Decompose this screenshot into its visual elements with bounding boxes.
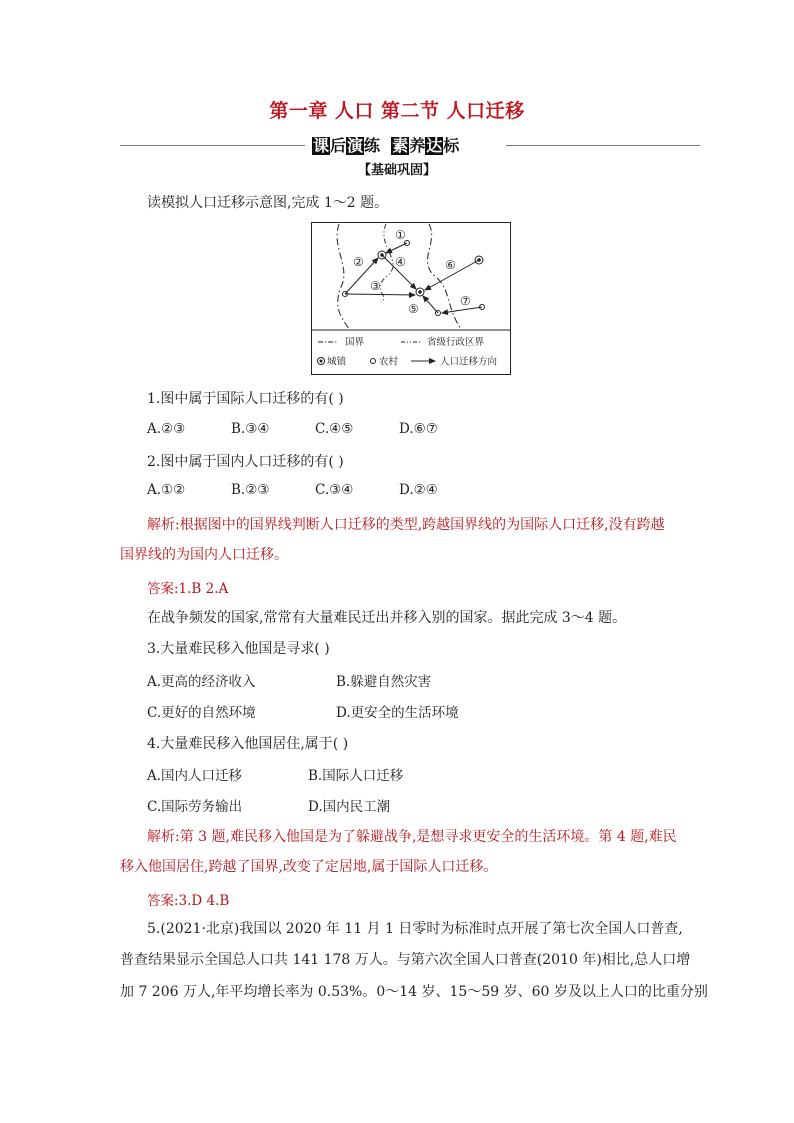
map-label-3: ③ (370, 279, 381, 293)
legend-migration-label: 人口迁移方向 (440, 356, 498, 368)
legend-provincial-border-label: 省级行政区界 (427, 337, 485, 348)
question-4-stem: 4.大量难民移入他国居住,属于( ) (147, 736, 349, 752)
intro-text-1: 读模拟人口迁移示意图,完成 1～2 题。 (147, 195, 389, 211)
banner-rule-left (120, 145, 305, 146)
legend-town-label: 城镇 (327, 356, 347, 368)
legend-village-label: 农村 (379, 356, 399, 368)
map-label-2: ② (353, 255, 364, 269)
question-3-option-c: C.更好的自然环境 (147, 705, 256, 721)
question-2-option-b: B.②③ (231, 482, 270, 498)
question-3-stem: 3.大量难民移入他国是寻求( ) (147, 641, 330, 657)
analysis-2-line-2: 移入他国居住,跨越了国界,改变了定居地,属于国际人口迁移。 (120, 859, 498, 875)
banner-char: 素 (392, 136, 409, 155)
question-2-option-d: D.②④ (399, 482, 438, 498)
question-1-option-c: C.④⑤ (315, 421, 354, 437)
question-5-line-3: 加 7 206 万人,年平均增长率为 0.53%。0～14 岁、15～59 岁、60 岁及以上人口的比重分别 (120, 984, 708, 1000)
question-4-option-a: A.国内人口迁移 (147, 768, 243, 784)
question-1-option-b: B.③④ (231, 421, 270, 437)
banner-char: 练 (364, 136, 381, 155)
question-2-option-a: A.①② (147, 482, 186, 498)
banner-char: 后 (330, 136, 347, 155)
map-label-6: ⑥ (445, 258, 456, 272)
map-label-7: ⑦ (460, 294, 471, 308)
question-1-option-a: A.②③ (147, 421, 186, 437)
question-5-line-1: 5.(2021·北京)我国以 2020 年 11 月 1 日零时为标准时点开展了第七次全国人口普查, (147, 921, 683, 937)
map-label-5: ⑤ (408, 302, 419, 316)
town-icon (418, 290, 422, 294)
question-4-option-b: B.国际人口迁移 (308, 768, 404, 784)
section-tag: 【基础巩固】 (357, 163, 436, 178)
map-frame (312, 223, 511, 375)
question-2-stem: 2.图中属于国内人口迁移的有( ) (147, 454, 344, 470)
question-4-option-d: D.国内民工潮 (308, 799, 391, 815)
section-banner (312, 133, 459, 156)
map-label-1: ① (395, 228, 406, 242)
legend-national-border-label: 国界 (345, 337, 365, 348)
banner-char: 养 (409, 136, 426, 155)
question-2-option-c: C.③④ (315, 482, 354, 498)
intro-text-2: 在战争频发的国家,常常有大量难民迁出并移入别的国家。据此完成 3～4 题。 (147, 610, 627, 626)
banner-char: 标 (443, 136, 460, 155)
analysis-1-line-2: 国界线的为国内人口迁移。 (120, 547, 288, 563)
question-4-option-c: C.国际劳务输出 (147, 799, 243, 815)
answer-2: 答案:3.D 4.B (147, 893, 230, 909)
map-label-4: ④ (395, 255, 406, 269)
migration-map (311, 222, 511, 375)
banner-rule-right (506, 145, 700, 146)
analysis-2-line-1: 解析:第 3 题,难民移入他国是为了躲避战争,是想寻求更安全的生活环境。第 4 题,难民 (147, 829, 677, 845)
banner-char: 达 (426, 136, 443, 155)
page-title: 第一章 人口 第二节 人口迁移 (269, 100, 525, 122)
legend-town-icon (320, 360, 323, 363)
question-3-option-a: A.更高的经济收入 (147, 674, 256, 690)
banner-char: 课 (313, 136, 330, 155)
question-1-stem: 1.图中属于国际人口迁移的有( ) (147, 391, 344, 407)
question-5-line-2: 普查结果显示全国总人口共 141 178 万人。与第六次全国人口普查(2010 年)相比,总人口增 (120, 952, 691, 968)
answer-1: 答案:1.B 2.A (147, 581, 229, 597)
question-3-option-b: B.躲避自然灾害 (336, 674, 432, 690)
legend-village-icon (371, 359, 376, 364)
question-1-option-d: D.⑥⑦ (399, 421, 438, 437)
question-3-option-d: D.更安全的生活环境 (336, 705, 459, 721)
banner-char: 演 (347, 136, 364, 155)
analysis-1-line-1: 解析:根据图中的国界线判断人口迁移的类型,跨越国界线的为国际人口迁移,没有跨越 (147, 517, 665, 533)
